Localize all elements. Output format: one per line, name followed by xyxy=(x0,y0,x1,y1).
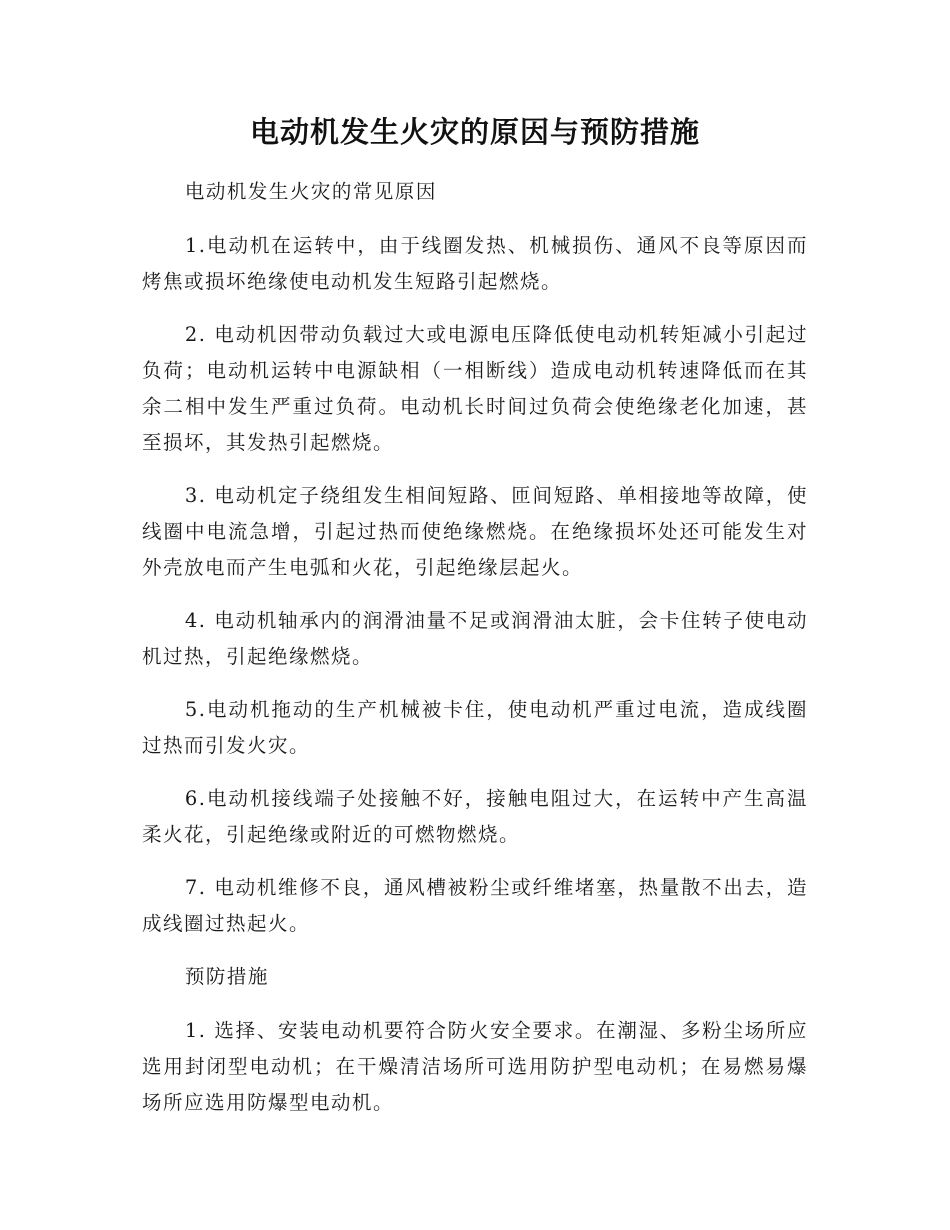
paragraph: 2. 电动机因带动负载过大或电源电压降低使电动机转矩减小引起过负荷；电动机运转中电源缺相（一相断线）造成电动机转速降低而在其余二相中发生严重过负荷。电动机长时间过负荷会使绝缘老化加速，甚至损坏，其发热引起燃烧。 xyxy=(142,323,808,454)
section-prevention xyxy=(142,959,808,1121)
document-title: 电动机发生火灾的原因与预防措施 xyxy=(249,115,700,149)
paragraph: 1.电动机在运转中，由于线圈发热、机械损伤、通风不良等原因而烤焦或损坏绝缘使电动机发生短路引起燃烧。 xyxy=(142,234,808,293)
section-heading: 电动机发生火灾的常见原因 xyxy=(184,180,437,203)
section-heading: 预防措施 xyxy=(184,965,269,988)
paragraph: 6.电动机接线端子处接触不好，接触电阻过大，在运转中产生高温柔火花，引起绝缘或附近的可燃物燃烧。 xyxy=(142,787,808,846)
paragraph: 1. 选择、安装电动机要符合防火安全要求。在潮湿、多粉尘场所应选用封闭型电动机；在干燥清洁场所可选用防护型电动机；在易燃易爆场所应选用防爆型电动机。 xyxy=(142,1019,808,1114)
paragraph: 4. 电动机轴承内的润滑油量不足或润滑油太脏，会卡住转子使电动机过热，引起绝缘燃烧。 xyxy=(142,609,808,668)
paragraph: 7. 电动机维修不良，通风槽被粉尘或纤维堵塞，热量散不出去，造成线圈过热起火。 xyxy=(142,876,808,935)
paragraph: 5.电动机拖动的生产机械被卡住，使电动机严重过电流，造成线圈过热而引发火灾。 xyxy=(142,698,808,757)
paragraph: 3. 电动机定子绕组发生相间短路、匝间短路、单相接地等故障，使线圈中电流急增，引起过热而使绝缘燃烧。在绝缘损坏处还可能发生对外壳放电而产生电弧和火花，引起绝缘层起火。 xyxy=(142,484,808,579)
section-causes xyxy=(142,174,808,942)
